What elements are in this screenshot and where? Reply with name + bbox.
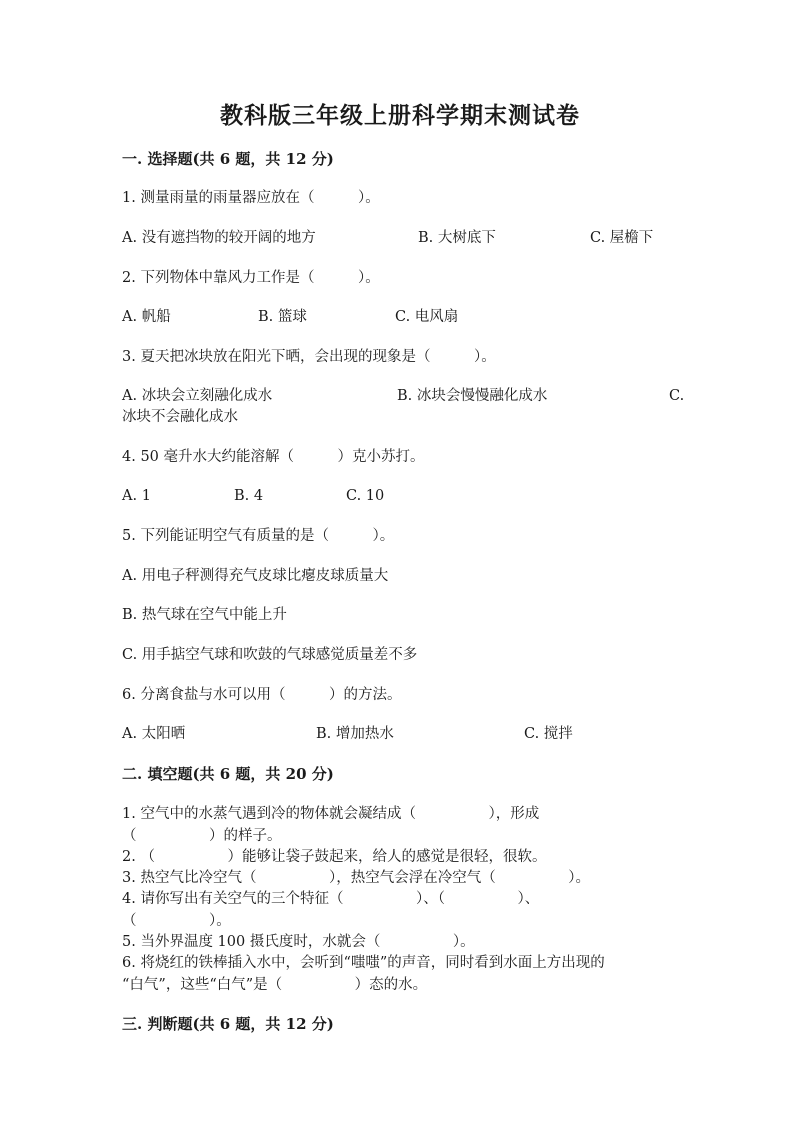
fill-line: 2. （ ）能够让袋子鼓起来，给人的感觉是很轻，很软。 (122, 849, 547, 865)
mc-6-option-c: C. 搅拌 (524, 726, 573, 742)
section-judge-heading: 三. 判断题(共 6 题，共 12 分) (122, 1015, 334, 1033)
mc-5-option-b: B. 热气球在空气中能上升 (122, 607, 287, 623)
mc-question-6: 6. 分离食盐与水可以用（ ）的方法。 (122, 687, 402, 703)
fill-line: （ ）。 (122, 913, 231, 929)
mc-question-4: 4. 50 毫升水大约能溶解（ ）克小苏打。 (122, 449, 425, 465)
fill-line: 4. 请你写出有关空气的三个特征（ ）、（ ）、 (122, 891, 540, 907)
mc-1-option-a: A. 没有遮挡物的较开阔的地方 (122, 230, 316, 246)
section-choice-heading: 一. 选择题(共 6 题，共 12 分) (122, 150, 334, 168)
mc-1-option-b: B. 大树底下 (418, 230, 496, 246)
fill-line: 6. 将烧红的铁棒插入水中，会听到“嗤嗤”的声音，同时看到水面上方出现的 (122, 955, 605, 971)
mc-2-option-b: B. 篮球 (258, 309, 307, 325)
mc-2-option-a: A. 帆船 (122, 309, 171, 325)
mc-question-5: 5. 下列能证明空气有质量的是（ ）。 (122, 528, 395, 544)
fill-line: “白气”，这些“白气”是（ ）态的水。 (122, 977, 428, 993)
mc-3-option-c-text: 冰块不会融化成水 (122, 409, 238, 425)
mc-5-option-a: A. 用电子秤测得充气皮球比瘪皮球质量大 (122, 568, 389, 584)
mc-3-option-a: A. 冰块会立刻融化成水 (122, 388, 273, 404)
section-fill-heading: 二. 填空题(共 6 题，共 20 分) (122, 765, 334, 783)
mc-3-option-c-label: C. (669, 388, 685, 404)
fill-line: 3. 热空气比冷空气（ ），热空气会浮在冷空气（ ）。 (122, 870, 590, 886)
mc-question-2: 2. 下列物体中靠风力工作是（ ）。 (122, 270, 380, 286)
mc-question-1: 1. 测量雨量的雨量器应放在（ ）。 (122, 190, 380, 206)
fill-line: 5. 当外界温度 100 摄氏度时，水就会（ ）。 (122, 934, 475, 950)
fill-line: 1. 空气中的水蒸气遇到冷的物体就会凝结成（ ），形成 (122, 806, 540, 822)
mc-question-3: 3. 夏天把冰块放在阳光下晒，会出现的现象是（ ）。 (122, 349, 496, 365)
mc-3-option-b: B. 冰块会慢慢融化成水 (397, 388, 548, 404)
mc-4-option-a: A. 1 (122, 488, 151, 504)
mc-5-option-c: C. 用手掂空气球和吹鼓的气球感觉质量差不多 (122, 647, 418, 663)
mc-6-option-b: B. 增加热水 (316, 726, 394, 742)
mc-1-option-c: C. 屋檐下 (590, 230, 654, 246)
exam-title: 教科版三年级上册科学期末测试卷 (220, 102, 580, 129)
fill-line: （ ）的样子。 (122, 828, 282, 844)
mc-4-option-b: B. 4 (234, 488, 264, 504)
mc-6-option-a: A. 太阳晒 (122, 726, 186, 742)
mc-4-option-c: C. 10 (346, 488, 385, 504)
mc-2-option-c: C. 电风扇 (395, 309, 459, 325)
